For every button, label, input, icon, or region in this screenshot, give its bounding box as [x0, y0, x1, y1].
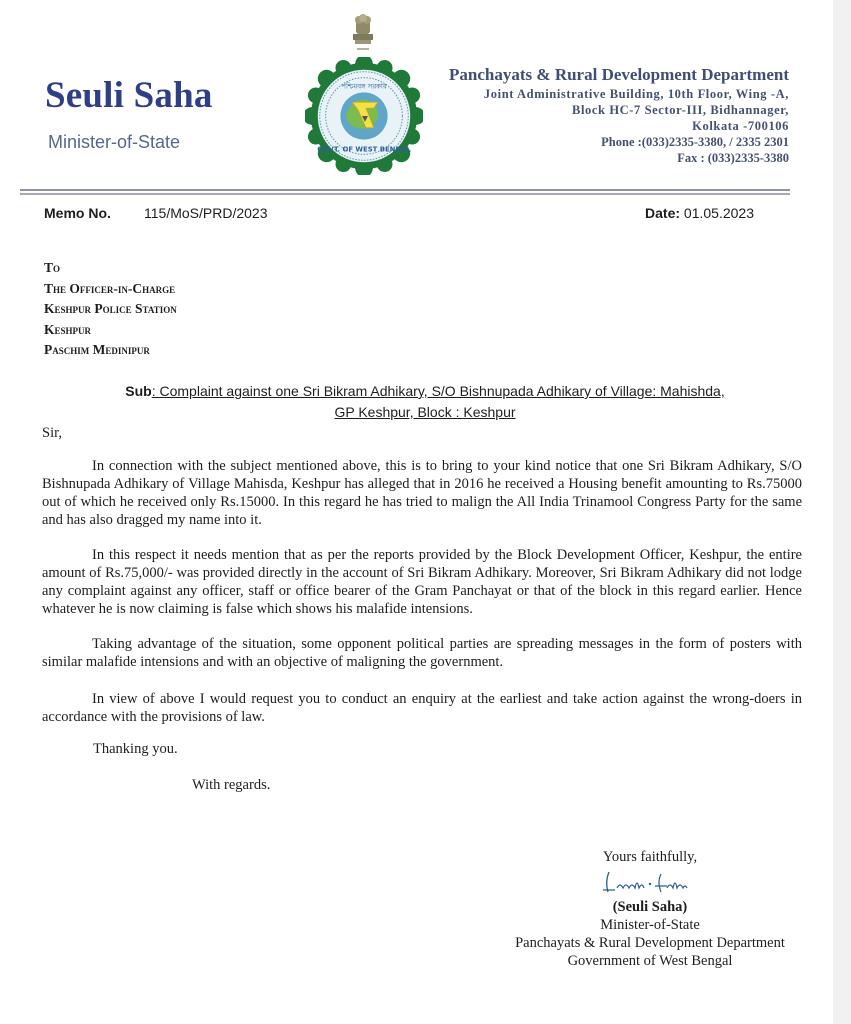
subject-line-1: : Complaint against one Sri Bikram Adhikary, S/O Bishnupada Adhikary of Village: Mahishda,: [151, 383, 725, 399]
signatory-government: Government of West Bengal: [567, 953, 733, 969]
viewer-side-strip: [833, 0, 851, 1024]
salutation: Sir,: [42, 425, 62, 441]
addressee-line: Paschim Medinipur: [44, 342, 150, 357]
subject-block: [30, 381, 820, 423]
addressee-line: The Officer-in-Charge: [44, 280, 176, 296]
phone-line: Phone :(033)2335-3380, / 2335 2301: [601, 135, 789, 149]
thanking-line: Thanking you.: [93, 741, 178, 757]
memo-label: Memo No.: [44, 205, 111, 221]
signatory-name: (Seuli Saha): [612, 899, 688, 915]
national-emblem-icon: [348, 12, 378, 56]
department-address-block: [449, 64, 789, 166]
svg-text:GOVT. OF WEST BENGAL: GOVT. OF WEST BENGAL: [317, 145, 411, 154]
date-label: Date:: [645, 205, 681, 221]
subject-line-2: GP Keshpur, Block : Keshpur: [334, 404, 516, 420]
address-line: Kolkata -700106: [692, 119, 789, 133]
department-title: Panchayats & Rural Development Department: [449, 65, 789, 84]
address-line: Joint Administrative Building, 10th Floor, Wing -A,: [483, 87, 789, 101]
address-line: Block HC-7 Sector-III, Bidhannager,: [572, 103, 789, 117]
west-bengal-seal-icon: [305, 57, 423, 175]
handwritten-signature-icon: [595, 868, 705, 896]
addressee-block: [44, 258, 177, 361]
date-value: 01.05.2023: [683, 205, 754, 221]
letterhead-divider: [20, 193, 790, 195]
letterhead-name: Seuli Saha: [45, 75, 213, 116]
letterhead-role: Minister-of-State: [48, 132, 181, 152]
body-paragraph: Taking advantage of the situation, some opponent political parties are spreading messages in the form of posters with similar malafide intensions and with an objective of maligning the government.: [42, 636, 802, 670]
letterhead-divider: [20, 189, 790, 191]
fax-line: Fax : (033)2335-3380: [677, 151, 789, 165]
regards-line: With regards.: [192, 777, 271, 793]
body-paragraph: In this respect it needs mention that as per the reports provided by the Block Development Officer, Keshpur, the entire amount of Rs.75,000/- was provided directly in the account of Sri Bikram Adhikary. Moreover, Sri Bikram Adhikary did not lodge any complaint against any officer, staff or office bearer of the Gram Panchayat or that of the block in this regard earlier. Hence whatever he is now claiming is false which shows his malafide intensions.: [42, 547, 802, 617]
signatory-title: Minister-of-State: [600, 917, 700, 933]
body-paragraph: In view of above I would request you to conduct an enquiry at the earliest and take action against the wrong-doers in accordance with the provisions of law.: [42, 691, 802, 725]
memo-number: 115/MoS/PRD/2023: [144, 205, 268, 221]
addressee-line: To: [44, 260, 61, 275]
memo-row: [44, 205, 754, 221]
subject-label: Sub: [125, 383, 152, 399]
addressee-line: Keshpur: [44, 321, 92, 337]
signatory-department: Panchayats & Rural Development Department: [515, 935, 785, 951]
addressee-line: Keshpur Police Station: [44, 301, 177, 316]
body-paragraph: In connection with the subject mentioned above, this is to bring to your kind notice that one Sri Bikram Adhikary, S/O Bishnupada Adhikary of Village Mahisda, Keshpur has alleged that in 2016 he received a Housing benefit amounting to Rs.75000 out of which he received only Rs.15000. In this regard he has tried to malign the All India Trinamool Congress Party for the same and has also dragged my name into it.: [42, 458, 802, 528]
svg-text:পশ্চিমবঙ্গ সরকার: পশ্চিমবঙ্গ সরকার: [341, 82, 387, 91]
signature-block: [480, 848, 820, 970]
memo-date: [645, 205, 754, 221]
closing-line: Yours faithfully,: [602, 849, 698, 865]
